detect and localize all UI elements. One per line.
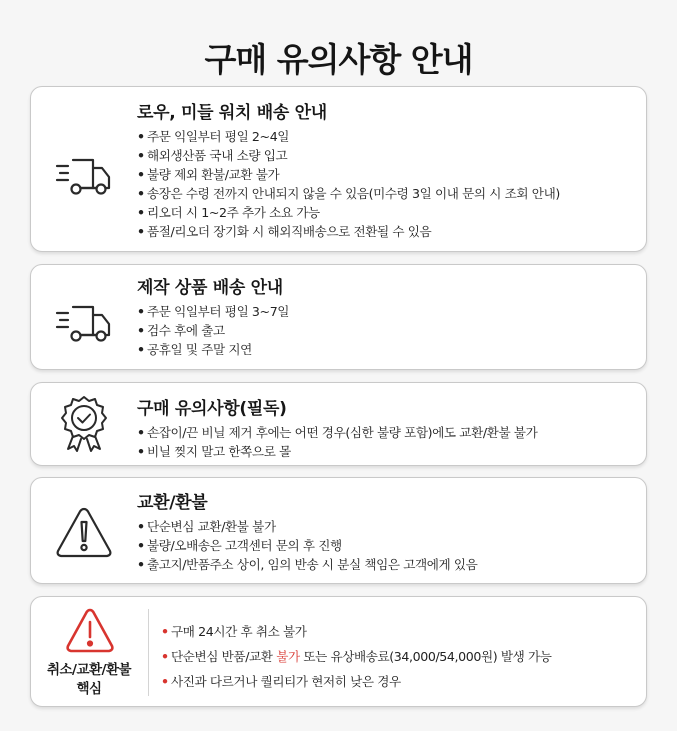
- bullet-list: [137, 517, 636, 574]
- list-item: • 주문 익일부터 평일 3~7일: [137, 304, 290, 319]
- delivery-truck-icon: [53, 291, 115, 353]
- list-item: • 해외생산품 국내 소량 입고: [137, 148, 288, 163]
- list-item: • 손잡이/끈 비닐 제거 후에는 어떤 경우(심한 불량 포함)에도 교환/환불 불가: [137, 425, 538, 440]
- section-title: 구매 유의사항(필독): [137, 399, 287, 419]
- list-item: • 비닐 찢지 말고 한쪽으로 몰: [137, 444, 291, 459]
- list-item: • 리오더 시 1~2주 추가 소요 가능: [137, 205, 320, 220]
- divider: [148, 609, 149, 696]
- list-item: • 검수 후에 출고: [137, 323, 225, 338]
- list-item: • 단순변심 반품/교환 불가 또는 유상배송료(34,000/54,000원) 발생 가능: [161, 649, 552, 664]
- list-item: • 불량 제외 환불/교환 불가: [137, 167, 280, 182]
- core-label: 취소/교환/환불 핵심: [46, 662, 132, 697]
- delivery-truck-icon: [53, 144, 115, 206]
- list-item: • 주문 익일부터 평일 2~4일: [137, 129, 290, 144]
- section-title: 제작 상품 배송 안내: [137, 278, 283, 298]
- certified-badge-icon: [53, 393, 115, 455]
- core-list: [161, 619, 552, 694]
- list-item: • 품절/리오더 장기화 시 해외직배송으로 전환될 수 있음: [137, 224, 432, 239]
- list-item: • 단순변심 교환/환불 불가: [137, 519, 276, 534]
- list-item: • 불량/오배송은 고객센터 문의 후 진행: [137, 538, 342, 553]
- bullet-list: [137, 127, 636, 241]
- section-title: 교환/환불: [137, 493, 208, 513]
- section-card-purchase-notice: [30, 382, 647, 466]
- list-item: • 사진과 다르거나 퀄리티가 현저히 낮은 경우: [161, 674, 401, 689]
- list-item: • 송장은 수령 전까지 안내되지 않을 수 있음(미수령 3일 이내 문의 시 조회 안내): [137, 186, 560, 201]
- section-title: 로우, 미들 워치 배송 안내: [137, 103, 327, 123]
- list-item: • 구매 24시간 후 취소 불가: [161, 624, 307, 639]
- list-item: • 출고지/반품주소 상이, 임의 반송 시 분실 책임은 고객에게 있음: [137, 557, 478, 572]
- warning-triangle-red-icon: [65, 607, 115, 655]
- bullet-list: [137, 423, 636, 461]
- page-title: 구매 유의사항 안내: [204, 40, 473, 79]
- section-card-exchange-refund: [30, 477, 647, 584]
- bullet-list: [137, 302, 636, 359]
- section-card-custom-product-shipping: [30, 264, 647, 370]
- warning-triangle-icon: [53, 502, 115, 564]
- section-card-low-middle-watch-shipping: [30, 86, 647, 252]
- core-summary-card: [30, 596, 647, 707]
- list-item: • 공휴일 및 주말 지연: [137, 342, 252, 357]
